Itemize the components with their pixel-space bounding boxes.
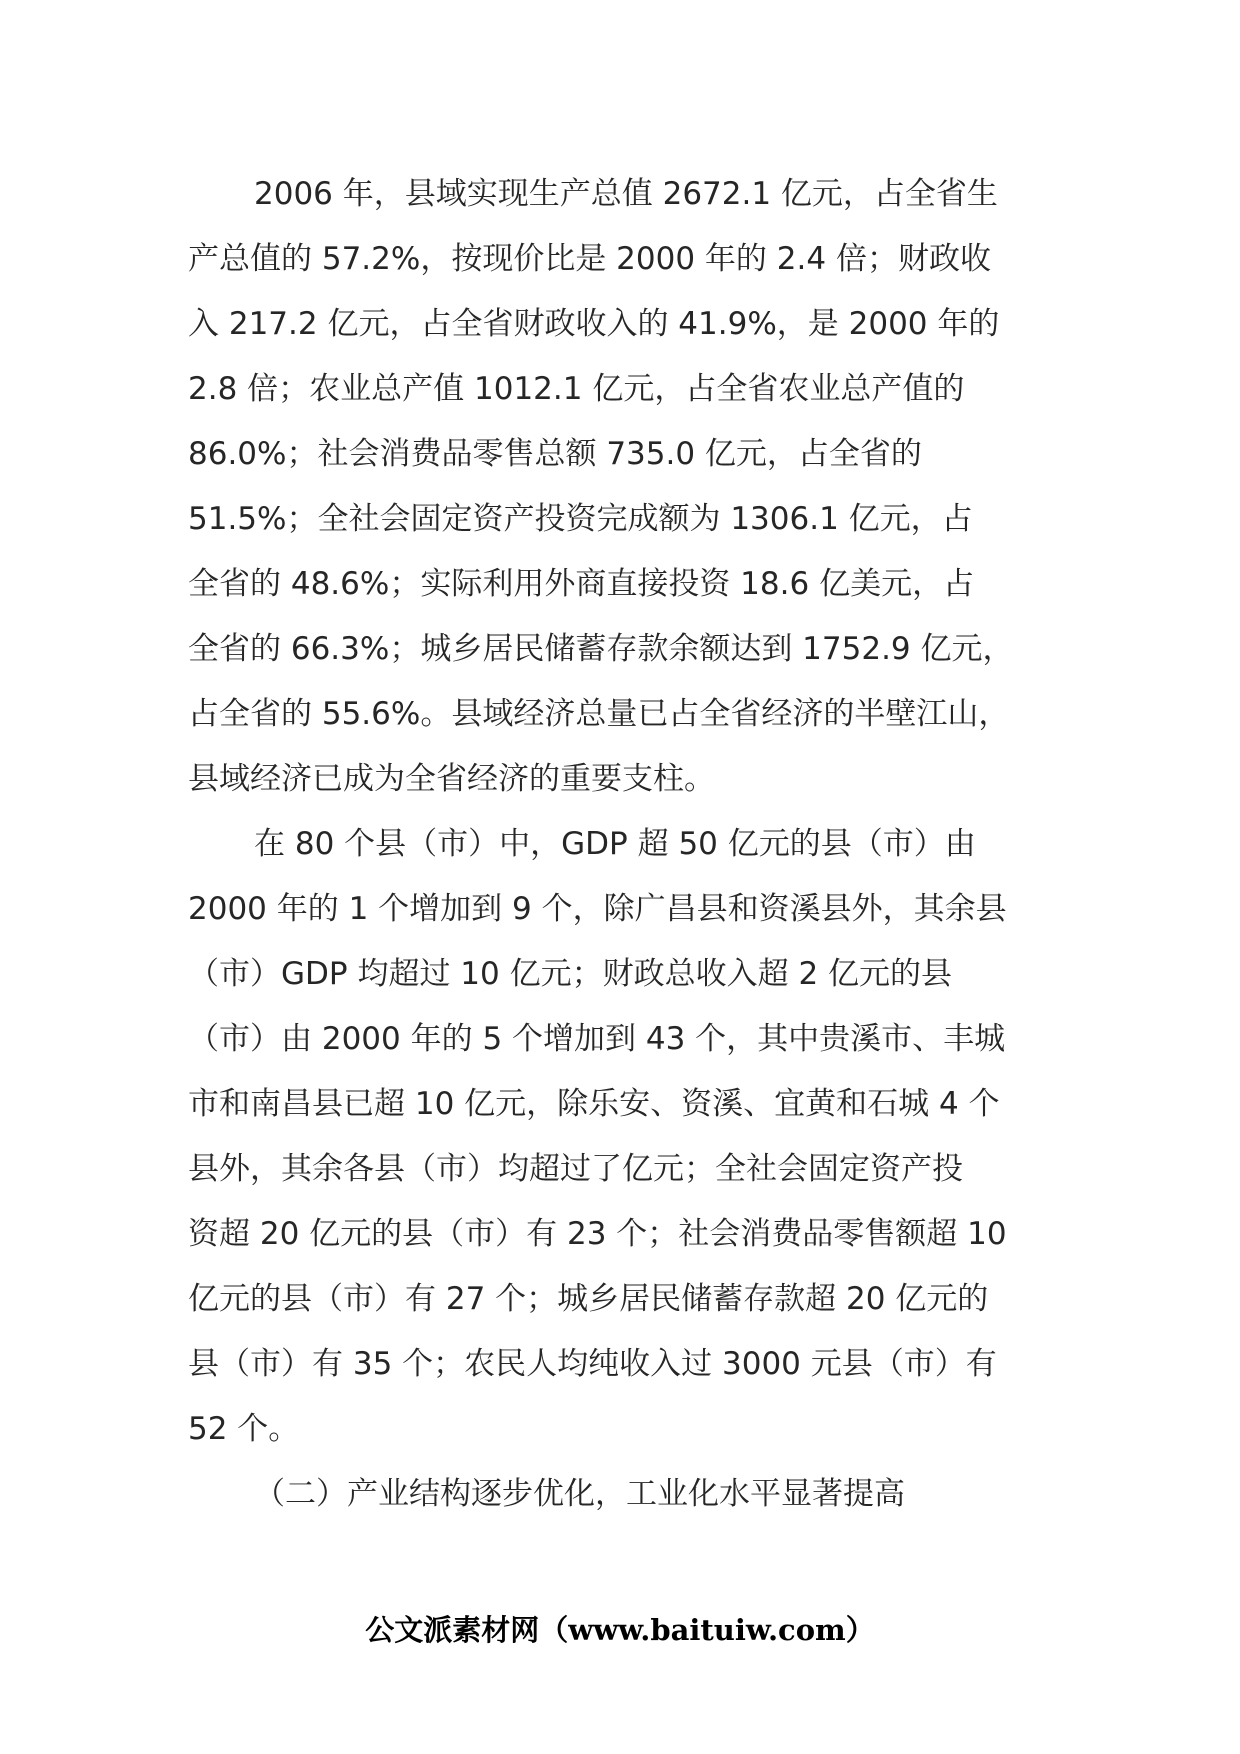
text-line: 2000 年的 1 个增加到 9 个，除广昌县和资溪县外，其余县 (188, 891, 1007, 927)
text-line: 占全省的 55.6%。县域经济总量已占全省经济的半壁江山， (188, 696, 1010, 732)
section-heading (188, 1462, 1068, 1527)
paragraph-county-counts (188, 812, 1068, 1462)
text-line: 县外，其余各县（市）均超过了亿元；全社会固定资产投 (188, 1151, 963, 1187)
text-line: 资超 20 亿元的县（市）有 23 个；社会消费品零售额超 10 (188, 1216, 1007, 1252)
paragraph-county-economy-2006 (188, 162, 1068, 812)
text-line: 2.8 倍；农业总产值 1012.1 亿元，占全省农业总产值的 (188, 371, 965, 407)
text-line: 2006 年，县域实现生产总值 2672.1 亿元，占全省生 (254, 176, 998, 212)
text-line: 86.0%；社会消费品零售总额 735.0 亿元，占全省的 (188, 436, 922, 472)
document-body (188, 162, 1068, 1527)
footer-watermark: 公文派素材网（www.baituiw.com） (365, 1613, 875, 1647)
text-line: 52 个。 (188, 1411, 300, 1447)
text-line: 入 217.2 亿元，占全省财政收入的 41.9%，是 2000 年的 (188, 306, 1000, 342)
text-line: 51.5%；全社会固定资产投资完成额为 1306.1 亿元，占 (188, 501, 973, 537)
text-line: 市和南昌县已超 10 亿元，除乐安、资溪、宜黄和石城 4 个 (188, 1086, 1000, 1122)
text-line: 亿元的县（市）有 27 个；城乡居民储蓄存款超 20 亿元的 (188, 1281, 989, 1317)
text-line: （市）由 2000 年的 5 个增加到 43 个，其中贵溪市、丰城 (188, 1021, 1006, 1057)
text-line: 产总值的 57.2%，按现价比是 2000 年的 2.4 倍；财政收 (188, 241, 991, 277)
text-line: 县域经济已成为全省经济的重要支柱。 (188, 761, 715, 797)
section-heading-text: （二）产业结构逐步优化，工业化水平显著提高 (254, 1476, 905, 1512)
text-line: 全省的 48.6%；实际利用外商直接投资 18.6 亿美元，占 (188, 566, 975, 602)
text-line: （市）GDP 均超过 10 亿元；财政总收入超 2 亿元的县 (188, 956, 953, 992)
text-line: 全省的 66.3%；城乡居民储蓄存款余额达到 1752.9 亿元， (188, 631, 1014, 667)
text-line: 县（市）有 35 个；农民人均纯收入过 3000 元县（市）有 (188, 1346, 997, 1382)
text-line: 在 80 个县（市）中，GDP 超 50 亿元的县（市）由 (254, 826, 976, 862)
